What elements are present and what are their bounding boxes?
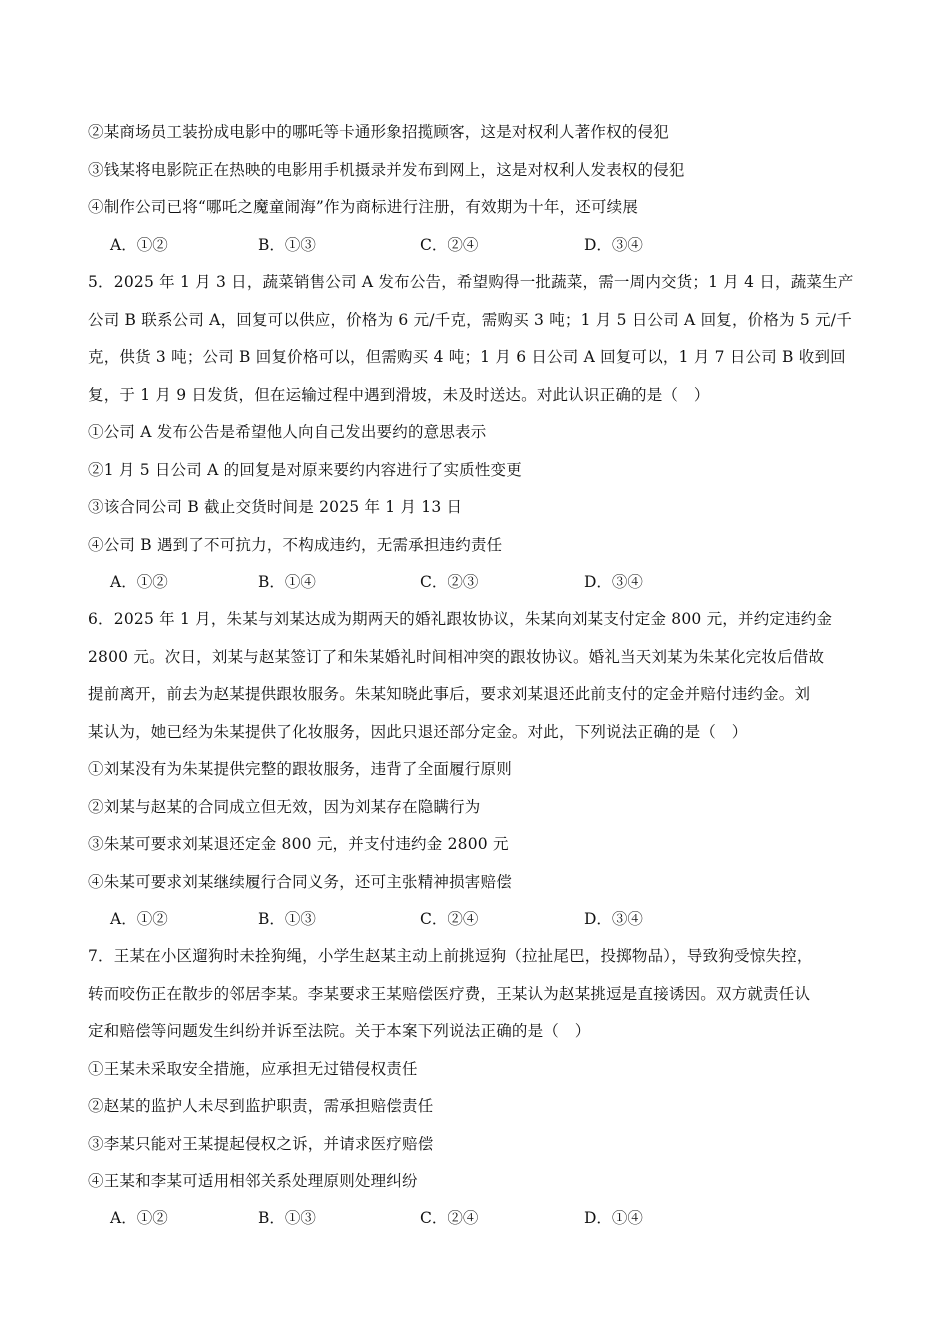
q5-choice-d[interactable]: D．③④: [584, 573, 643, 591]
q6-stem-line: 6．2025 年 1 月，朱某与刘某达成为期两天的婚礼跟妆协议，朱某向刘某支付定金 800 元，并约定违约金: [88, 610, 833, 628]
q7-option-2: ②赵某的监护人未尽到监护职责，需承担赔偿责任: [88, 1097, 434, 1115]
q6-choice-d[interactable]: D．③④: [584, 910, 643, 928]
q4-choice-a[interactable]: A．①②: [110, 236, 168, 254]
q6-option-4: ④朱某可要求刘某继续履行合同义务，还可主张精神损害赔偿: [88, 873, 512, 891]
q6-stem-line: 提前离开，前去为赵某提供跟妆服务。朱某知晓此事后，要求刘某退还此前支付的定金并赔付违约金。刘: [88, 685, 811, 703]
q5-choice-a[interactable]: A．①②: [110, 573, 168, 591]
q7-choice-d[interactable]: D．①④: [584, 1209, 643, 1227]
q5-option-2: ②1 月 5 日公司 A 的回复是对原来要约内容进行了实质性变更: [88, 461, 522, 479]
q7-option-1: ①王某未采取安全措施，应承担无过错侵权责任: [88, 1060, 418, 1078]
q6-choices: [110, 909, 810, 929]
q7-choice-a[interactable]: A．①②: [110, 1209, 168, 1227]
q5-stem-line: 5．2025 年 1 月 3 日，蔬菜销售公司 A 发布公告，希望购得一批蔬菜，需一周内交货；1 月 4 日，蔬菜生产: [88, 273, 854, 291]
q7-stem-line: 定和赔偿等问题发生纠纷并诉至法院。关于本案下列说法正确的是（ ）: [88, 1022, 591, 1040]
q6-option-2: ②刘某与赵某的合同成立但无效，因为刘某存在隐瞒行为: [88, 798, 481, 816]
q7-choice-c[interactable]: C．②④: [420, 1209, 479, 1227]
q7-choices: [110, 1208, 810, 1228]
q7-option-4: ④王某和李某可适用相邻关系处理原则处理纠纷: [88, 1172, 418, 1190]
q4-option-2: ②某商场员工装扮成电影中的哪吒等卡通形象招揽顾客，这是对权利人著作权的侵犯: [88, 123, 669, 141]
q6-option-1: ①刘某没有为朱某提供完整的跟妆服务，违背了全面履行原则: [88, 760, 512, 778]
q5-stem-line: 公司 B 联系公司 A，回复可以供应，价格为 6 元/千克，需购买 3 吨；1 月 5 日公司 A 回复，价格为 5 元/千: [88, 311, 852, 329]
q6-choice-c[interactable]: C．②④: [420, 910, 479, 928]
q5-option-3: ③该合同公司 B 截止交货时间是 2025 年 1 月 13 日: [88, 498, 463, 516]
q5-stem-line: 复，于 1 月 9 日发货，但在运输过程中遇到滑坡，未及时送达。对此认识正确的是（ ）: [88, 386, 710, 404]
q4-option-4: ④制作公司已将“哪吒之魔童闹海”作为商标进行注册，有效期为十年，还可续展: [88, 198, 639, 216]
q7-stem-line: 转而咬伤正在散步的邻居李某。李某要求王某赔偿医疗费，王某认为赵某挑逗是直接诱因。双方就责任认: [88, 985, 811, 1003]
q4-choice-d[interactable]: D．③④: [584, 236, 643, 254]
q5-choice-c[interactable]: C．②③: [420, 573, 479, 591]
q7-option-3: ③李某只能对王某提起侵权之诉，并请求医疗赔偿: [88, 1135, 434, 1153]
q6-choice-b[interactable]: B．①③: [258, 910, 316, 928]
q5-option-4: ④公司 B 遇到了不可抗力，不构成违约，无需承担违约责任: [88, 536, 503, 554]
q6-stem-line: 2800 元。次日，刘某与赵某签订了和朱某婚礼时间相冲突的跟妆协议。婚礼当天刘某为朱某化完妆后借故: [88, 648, 825, 666]
q5-stem-line: 克，供货 3 吨；公司 B 回复价格可以，但需购买 4 吨；1 月 6 日公司 A 回复可以，1 月 7 日公司 B 收到回: [88, 348, 846, 366]
q5-choice-b[interactable]: B．①④: [258, 573, 316, 591]
q5-option-1: ①公司 A 发布公告是希望他人向自己发出要约的意思表示: [88, 423, 487, 441]
q5-choices: [110, 572, 810, 592]
q7-stem-line: 7．王某在小区遛狗时未拴狗绳，小学生赵某主动上前挑逗狗（拉扯尾巴，投掷物品），导致狗受惊失控，: [88, 947, 813, 965]
q4-option-3: ③钱某将电影院正在热映的电影用手机摄录并发布到网上，这是对权利人发表权的侵犯: [88, 161, 685, 179]
q6-option-3: ③朱某可要求刘某退还定金 800 元，并支付违约金 2800 元: [88, 835, 509, 853]
q4-choice-c[interactable]: C．②④: [420, 236, 479, 254]
q4-choices: [110, 235, 810, 255]
q4-choice-b[interactable]: B．①③: [258, 236, 316, 254]
q6-choice-a[interactable]: A．①②: [110, 910, 168, 928]
q7-choice-b[interactable]: B．①③: [258, 1209, 316, 1227]
q6-stem-line: 某认为，她已经为朱某提供了化妆服务，因此只退还部分定金。对此，下列说法正确的是（ ）: [88, 723, 748, 741]
